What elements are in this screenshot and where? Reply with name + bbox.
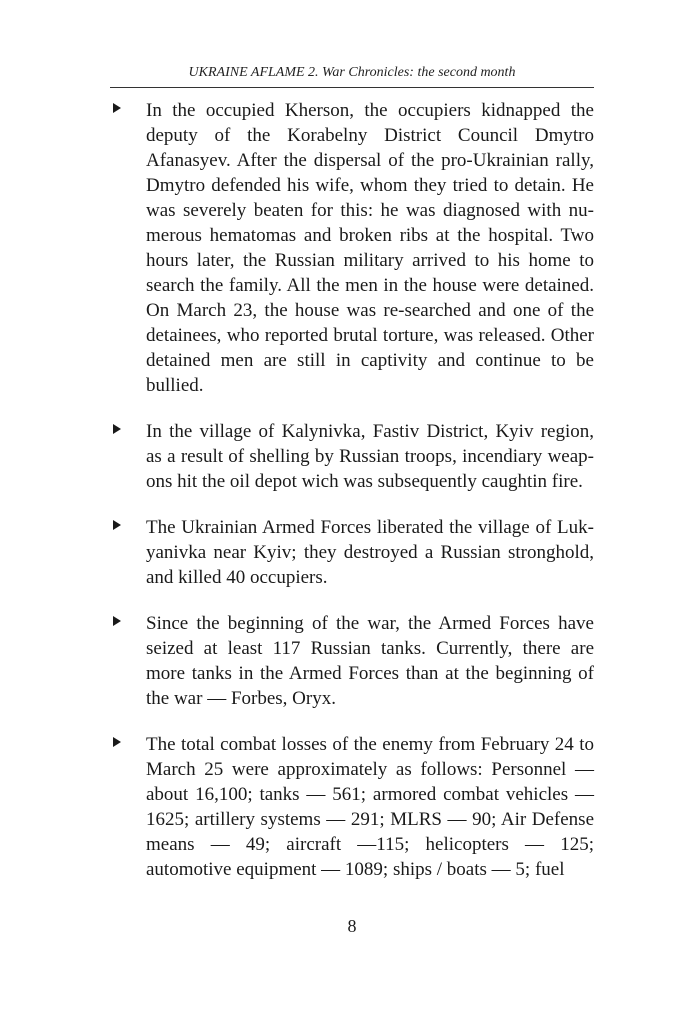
triangle-bullet-icon [113, 424, 121, 434]
list-item [110, 611, 594, 711]
list-item-text: In the occupied Kherson, the occupiers kidnapped the deputy of the Korabelny District Council Dmytro Afanasyev. After the dispersal of the pro-Ukrainian rally, Dmytro defended his wife, whom they tried to detain. He was severely beaten for this: he was diagnosed with numerous hematomas and broken ribs at the hospital. Two hours later, the Russian military arrived to his home to search the family. All the men in the house were detained. On March 23, the house was re-searched and one of the detainees, who reported brutal torture, was released. Other detained men are still in captivity and continue to be bullied. [146, 100, 594, 396]
triangle-bullet-icon [113, 737, 121, 747]
list-item-text: Since the beginning of the war, the Armed Forces have seized at least 117 Russian tanks. Currently, there are more tanks in the Armed Forces than at the beginning of the war — Forbes, Oryx. [146, 613, 594, 709]
running-header: UKRAINE AFLAME 2. War Chronicles: the second month [188, 65, 516, 80]
list-item [110, 419, 594, 494]
triangle-bullet-icon [113, 520, 121, 530]
list-item-text: The Ukrainian Armed Forces liberated the village of Lukyanivka near Kyiv; they destroyed a Russian stronghold, and killed 40 occupiers. [146, 517, 594, 588]
triangle-bullet-icon [113, 103, 121, 113]
list-item [110, 732, 594, 882]
list-item [110, 515, 594, 590]
list-item-text: In the village of Kalynivka, Fastiv District, Kyiv region, as a result of shelling by Russian troops, incendiary weapons hit the oil depot wich was subsequently caughtin fire. [146, 421, 594, 492]
header-rule [110, 87, 594, 88]
page-number: 8 [347, 916, 357, 936]
list-item [110, 98, 594, 398]
triangle-bullet-icon [113, 616, 121, 626]
list-item-text: The total combat losses of the enemy from February 24 to March 25 were approximately as follows: Personnel — about 16,100; tanks — 561; armored combat vehicles —1625; artillery systems — 291; MLRS — 90; Air Defense means — 49; aircraft —115; helicopters — 125; automotive equipment — 1089; ships / boats — 5; fuel [146, 734, 594, 880]
bullet-list [110, 98, 594, 903]
